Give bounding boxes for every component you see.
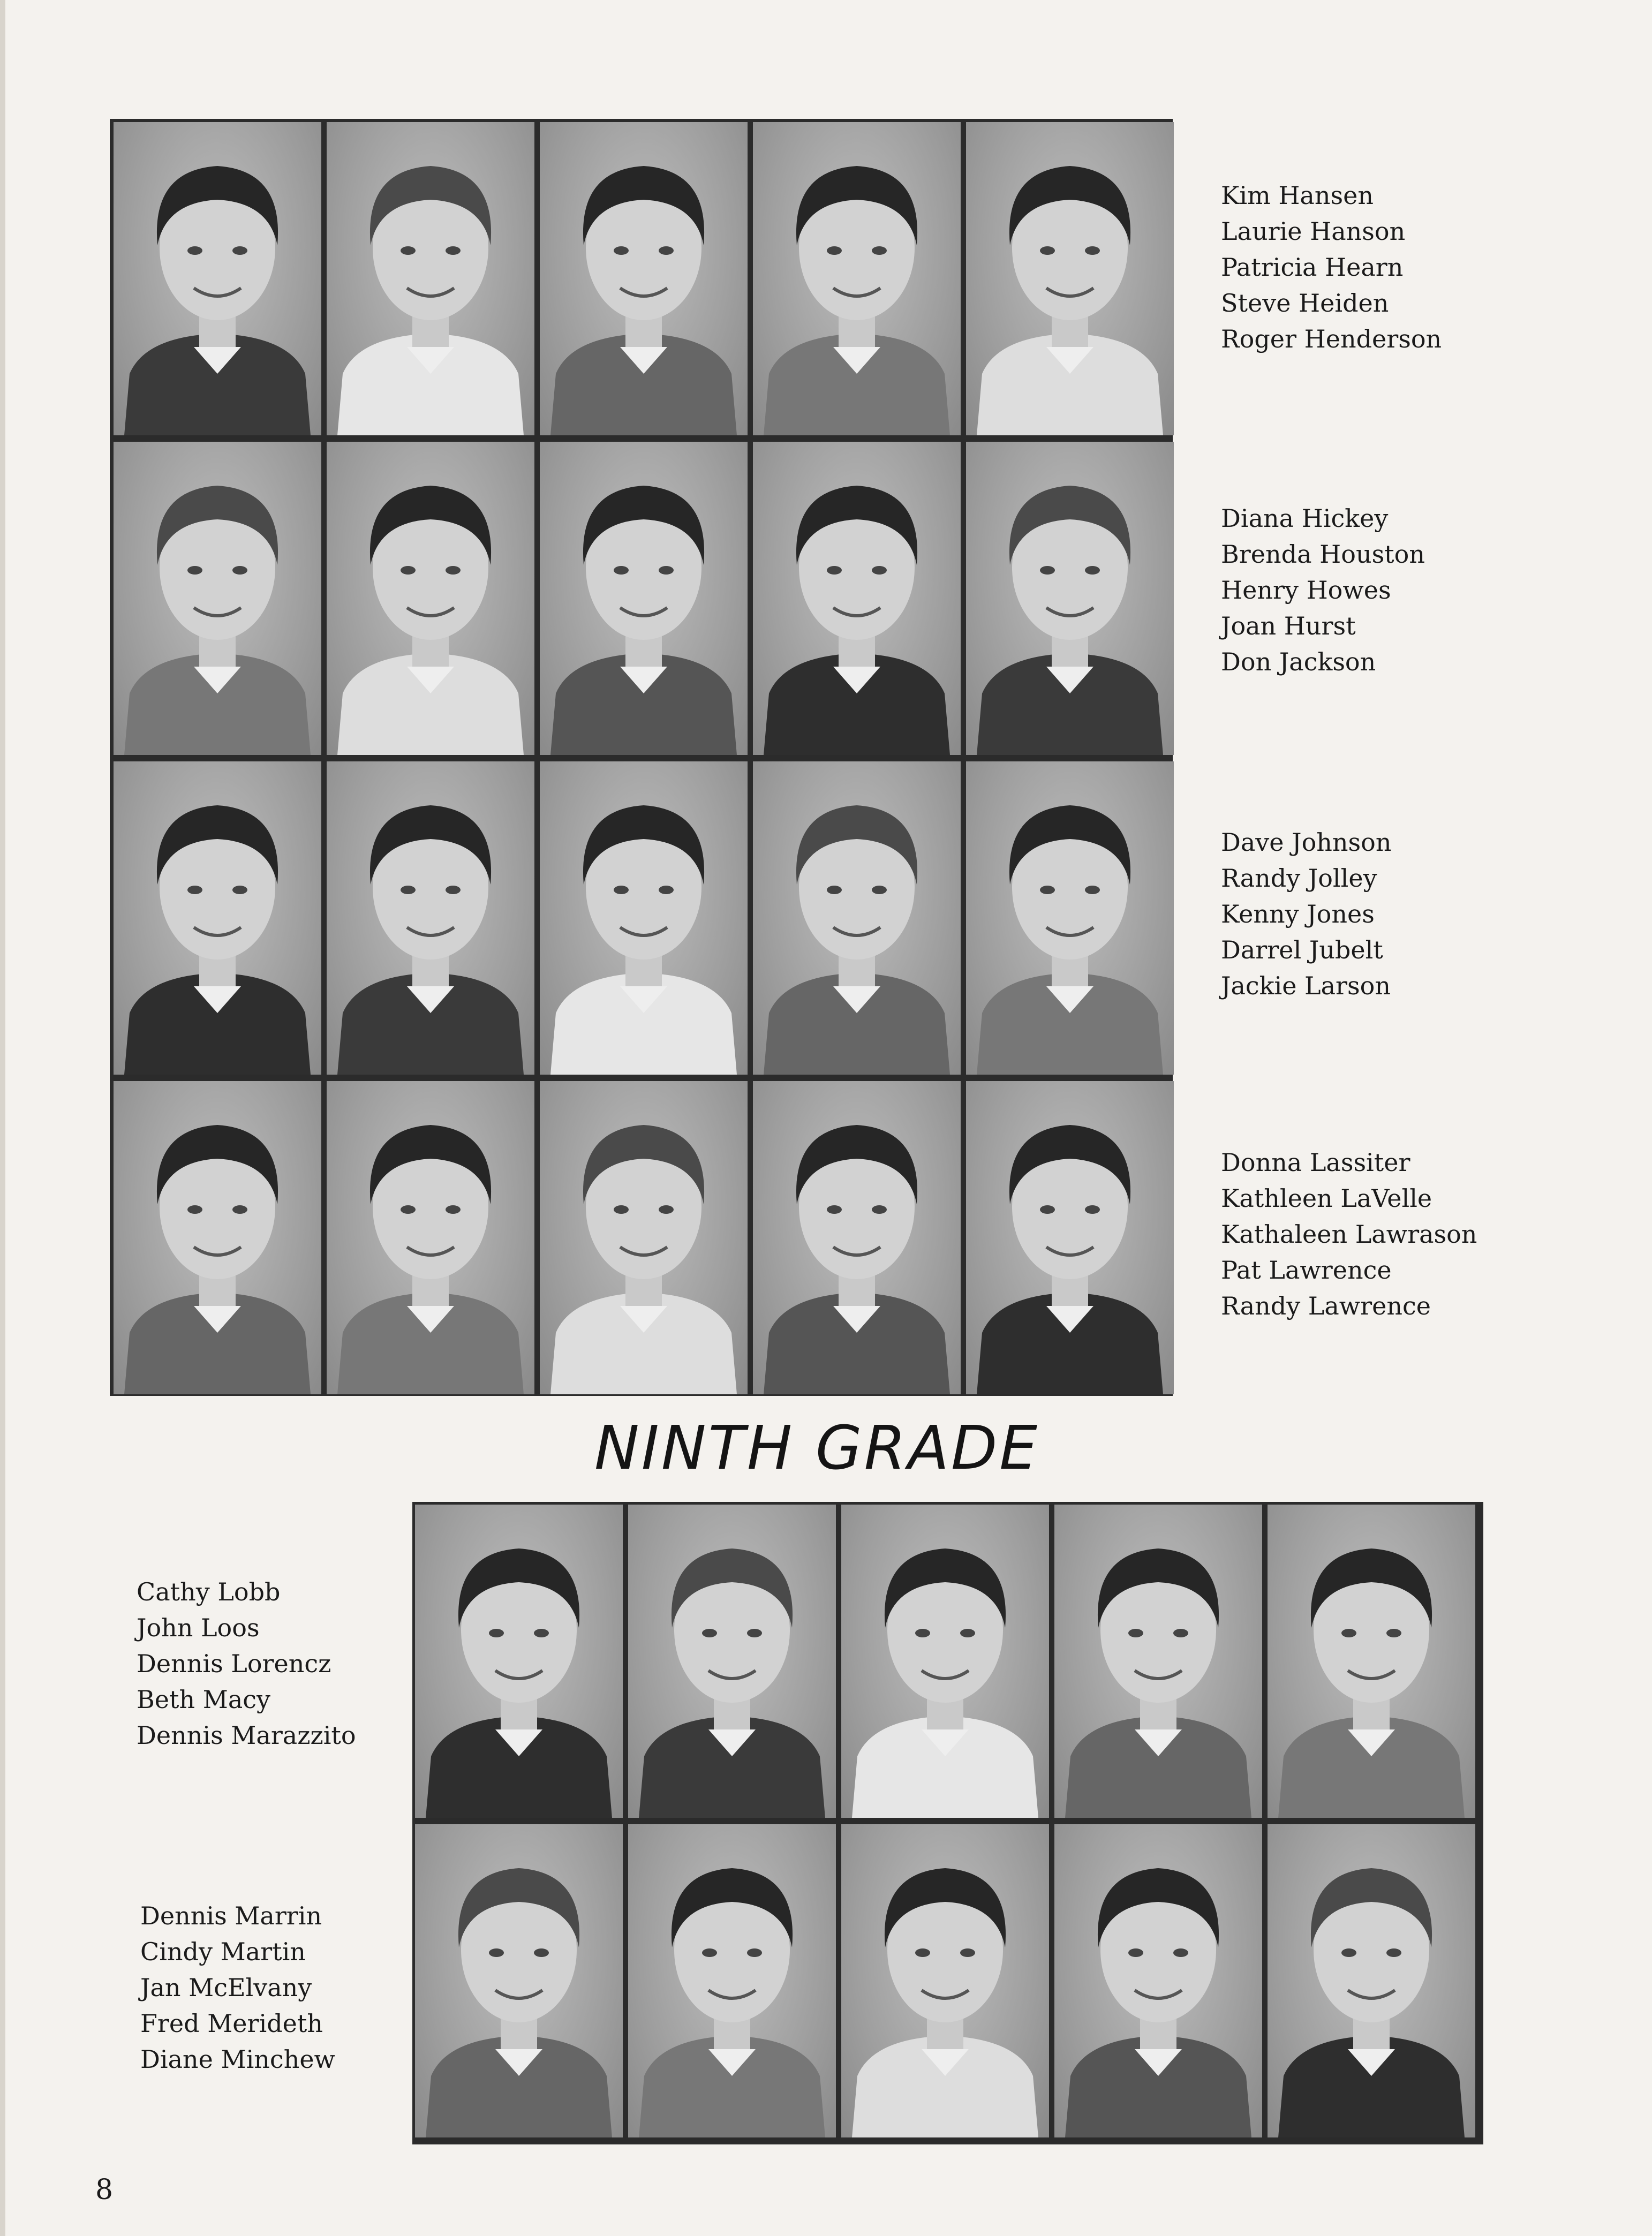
- student-name: Jackie Larson: [1221, 971, 1391, 1000]
- student-photo: [628, 1505, 836, 1818]
- student-name: Dennis Marrin: [140, 1901, 322, 1930]
- student-name: Fred Merideth: [140, 2009, 323, 2038]
- student-photo: [966, 761, 1174, 1075]
- student-name: Cathy Lobb: [137, 1577, 281, 1606]
- student-photo: [1054, 1505, 1262, 1818]
- student-name: Joan Hurst: [1221, 611, 1356, 640]
- student-photo: [540, 1081, 748, 1394]
- student-photo: [1054, 1824, 1262, 2137]
- student-photo: [753, 761, 961, 1075]
- student-photo: [540, 761, 748, 1075]
- student-photo: [327, 1081, 534, 1394]
- page-number: 8: [95, 2174, 114, 2206]
- student-name: Diana Hickey: [1221, 504, 1389, 533]
- student-name: John Loos: [137, 1613, 260, 1642]
- student-photo: [114, 442, 321, 755]
- student-name: Don Jackson: [1221, 647, 1376, 676]
- student-photo: [415, 1505, 623, 1818]
- student-photo: [966, 442, 1174, 755]
- student-name: Diane Minchew: [140, 2045, 335, 2074]
- student-photo: [966, 122, 1174, 435]
- section-heading: NINTH GRADE: [594, 1414, 1040, 1483]
- student-name: Laurie Hanson: [1221, 217, 1406, 246]
- student-name: Jan McElvany: [140, 1973, 312, 2002]
- names-row-6: [140, 1898, 335, 2078]
- student-photo: [540, 122, 748, 435]
- student-name: Darrel Jubelt: [1221, 935, 1383, 964]
- student-photo: [841, 1505, 1049, 1818]
- student-photo: [540, 442, 748, 755]
- student-name: Roger Henderson: [1221, 324, 1442, 353]
- student-photo: [1268, 1824, 1475, 2137]
- student-photo: [753, 1081, 961, 1394]
- student-name: Steve Heiden: [1221, 289, 1389, 318]
- student-name: Brenda Houston: [1221, 540, 1425, 569]
- student-photo: [966, 1081, 1174, 1394]
- student-name: Kenny Jones: [1221, 900, 1375, 928]
- student-name: Dennis Marazzito: [137, 1721, 356, 1750]
- student-photo: [114, 761, 321, 1075]
- student-photo: [114, 122, 321, 435]
- student-photo: [628, 1824, 836, 2137]
- student-name: Randy Jolley: [1221, 864, 1377, 893]
- student-photo: [327, 122, 534, 435]
- names-row-5: [137, 1574, 356, 1754]
- student-name: Kathaleen Lawrason: [1221, 1220, 1477, 1249]
- student-photo: [753, 442, 961, 755]
- student-name: Donna Lassiter: [1221, 1148, 1410, 1177]
- student-photo: [415, 1824, 623, 2137]
- student-name: Henry Howes: [1221, 576, 1391, 605]
- student-name: Kathleen LaVelle: [1221, 1184, 1432, 1213]
- names-row-4: [1221, 1145, 1477, 1324]
- student-name: Randy Lawrence: [1221, 1291, 1431, 1320]
- student-photo: [753, 122, 961, 435]
- student-name: Kim Hansen: [1221, 181, 1374, 210]
- student-name: Pat Lawrence: [1221, 1256, 1392, 1285]
- names-row-3: [1221, 825, 1391, 1004]
- student-photo: [327, 761, 534, 1075]
- student-name: Dave Johnson: [1221, 828, 1392, 857]
- student-photo: [841, 1824, 1049, 2137]
- names-row-2: [1221, 501, 1425, 680]
- student-photo: [114, 1081, 321, 1394]
- student-name: Beth Macy: [137, 1685, 271, 1714]
- student-name: Patricia Hearn: [1221, 253, 1404, 282]
- student-name: Dennis Lorencz: [137, 1649, 331, 1678]
- names-row-1: [1221, 178, 1442, 357]
- student-photo: [1268, 1505, 1475, 1818]
- student-photo: [327, 442, 534, 755]
- student-name: Cindy Martin: [140, 1937, 306, 1966]
